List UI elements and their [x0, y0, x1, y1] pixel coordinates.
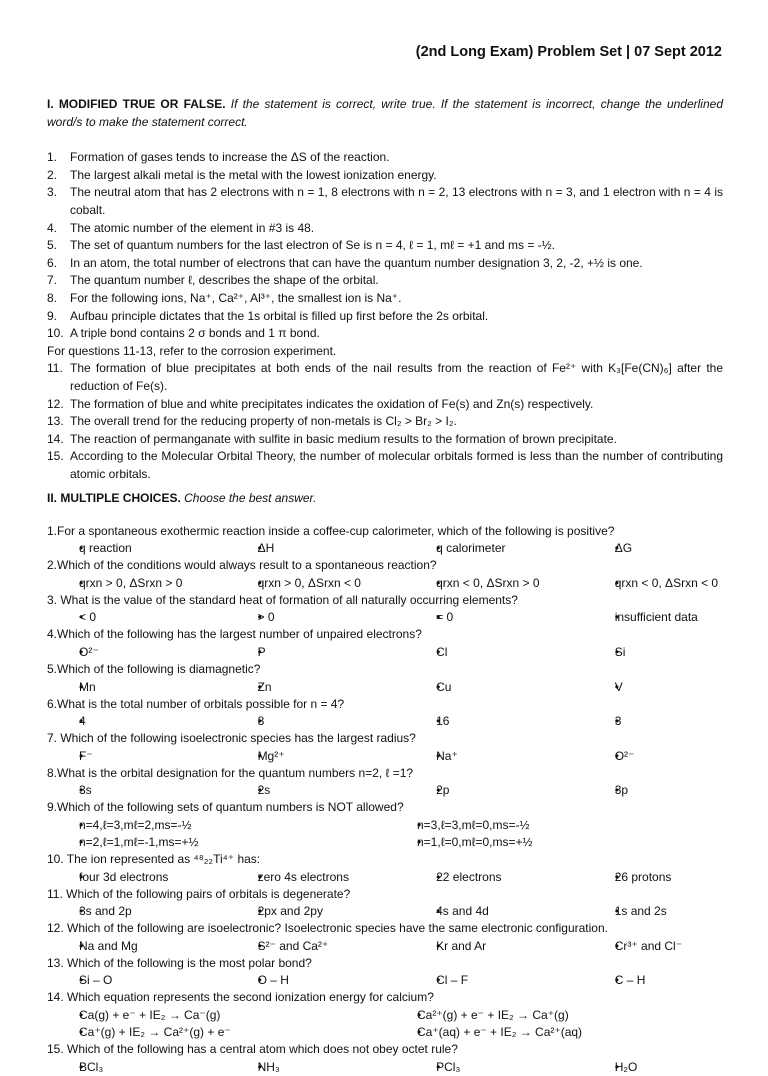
item-number: 13.: [47, 414, 64, 429]
options-row: [47, 869, 723, 886]
item-text: The set of quantum numbers for the last electron of Se is n = 4, ℓ = 1, mℓ = +1 and ms = -½.: [70, 238, 556, 253]
answer-option[interactable]: • Zn: [226, 679, 405, 696]
question-text: 7. Which of the following isoelectronic species has the largest radius?: [47, 731, 416, 746]
answer-option[interactable]: • ΔH: [226, 540, 405, 557]
options-row: [47, 938, 723, 955]
item-number: 5.: [47, 238, 58, 253]
section2-title: II. MULTIPLE CHOICES.: [47, 491, 181, 505]
question-text: 12. Which of the following are isoelectronic? Isoelectronic species have the same electronic configuration.: [47, 921, 608, 936]
list-item: [47, 237, 723, 255]
question-text: 8.What is the orbital designation for the quantum numbers n=2, ℓ =1?: [47, 765, 414, 780]
answer-option[interactable]: • Ca(g) + e⁻ + IE₂ → Ca⁻(g): [47, 1007, 385, 1024]
list-item: [47, 448, 723, 483]
item-number: 2.: [47, 167, 58, 182]
list-item: [47, 360, 723, 395]
answer-option[interactable]: • 3s and 2p: [47, 903, 226, 920]
answer-option[interactable]: • n=1,ℓ=0,mℓ=0,ms=+½: [385, 834, 723, 851]
item-number: 6.: [47, 255, 58, 270]
page-title: (2nd Long Exam) Problem Set | 07 Sept 2012: [415, 44, 722, 60]
answer-option[interactable]: • V: [583, 679, 723, 696]
question-text: 9.Which of the following sets of quantum numbers is NOT allowed?: [47, 800, 404, 815]
answer-option[interactable]: • H₂O: [583, 1059, 723, 1076]
list-item: [47, 343, 723, 361]
answer-option[interactable]: • qrxn < 0, ΔSrxn > 0: [404, 575, 583, 592]
item-number: 4.: [47, 220, 58, 235]
question-text: 4.Which of the following has the largest number of unpaired electrons?: [47, 627, 422, 642]
item-text: The neutral atom that has 2 electrons with n = 1, 8 electrons with n = 2, 13 electrons with n = 3, and 1 electron with n = 4 is cobalt.: [70, 185, 723, 217]
answer-option[interactable]: • 1s and 2s: [583, 903, 723, 920]
answer-option[interactable]: • 4: [47, 713, 226, 730]
list-item: [47, 325, 723, 343]
item-text: The formation of blue precipitates at both ends of the nail results from the reaction of Fe²⁺ with K₃[Fe(CN)₆] after the reduction of Fe(s).: [70, 361, 723, 393]
answer-option[interactable]: • qrxn > 0, ΔSrxn > 0: [47, 575, 226, 592]
item-text: The quantum number ℓ, describes the shape of the orbital.: [70, 273, 379, 288]
section-multiple-choice: [47, 490, 723, 1076]
answer-option[interactable]: • F⁻: [47, 748, 226, 765]
answer-option[interactable]: • Na⁺: [404, 748, 583, 765]
answer-option[interactable]: • O²⁻: [47, 644, 226, 661]
question-text: 3. What is the value of the standard heat of formation of all naturally occurring elements?: [47, 592, 518, 607]
list-item: [47, 396, 723, 414]
answer-option[interactable]: • Si: [583, 644, 723, 661]
answer-option[interactable]: • O – H: [226, 972, 405, 989]
list-item: [47, 255, 723, 273]
item-number: 9.: [47, 308, 58, 323]
answer-option[interactable]: • Kr and Ar: [404, 938, 583, 955]
list-item: [47, 413, 723, 431]
answer-option[interactable]: • Cu: [404, 679, 583, 696]
answer-option[interactable]: • four 3d electrons: [47, 869, 226, 886]
answer-option[interactable]: • Ca²⁺(g) + e⁻ + IE₂ → Ca⁺(g): [385, 1007, 723, 1024]
answer-option[interactable]: • Na and Mg: [47, 938, 226, 955]
item-text: For questions 11-13, refer to the corrosion experiment.: [47, 343, 337, 358]
item-text: According to the Molecular Orbital Theory, the number of molecular orbitals formed is less than the number of contributing atomic orbitals.: [70, 449, 723, 481]
answer-option[interactable]: • 26 protons: [583, 869, 723, 886]
answer-option[interactable]: • 22 electrons: [404, 869, 583, 886]
item-text: The atomic number of the element in #3 is 48.: [70, 220, 315, 235]
answer-option[interactable]: • S²⁻ and Ca²⁺: [226, 938, 405, 955]
answer-option[interactable]: • 4s and 4d: [404, 903, 583, 920]
answer-option[interactable]: • ΔG: [583, 540, 723, 557]
item-text: For the following ions, Na⁺, Ca²⁺, Al³⁺, the smallest ion is Na⁺.: [70, 290, 402, 305]
answer-option[interactable]: • Cl: [404, 644, 583, 661]
options-row: [47, 817, 723, 834]
answer-option[interactable]: • 16: [404, 713, 583, 730]
answer-option[interactable]: • Cl – F: [404, 972, 583, 989]
answer-option[interactable]: • Ca⁺(g) + IE₂ → Ca²⁺(g) + e⁻: [47, 1024, 385, 1041]
answer-option[interactable]: • Ca⁺(aq) + e⁻ + IE₂ → Ca²⁺(aq): [385, 1024, 723, 1041]
answer-option[interactable]: • 2s: [226, 782, 405, 799]
section1-heading: [47, 96, 723, 131]
options-row: [47, 782, 723, 799]
item-text: The formation of blue and white precipitates indicates the oxidation of Fe(s) and Zn(s) respectively.: [70, 396, 594, 411]
multiple-choice-list: [47, 523, 723, 1076]
item-number: 1.: [47, 150, 58, 165]
options-row: [47, 575, 723, 592]
list-item: [47, 272, 723, 290]
question-text: 5.Which of the following is diamagnetic?: [47, 661, 261, 676]
section1-title: I. MODIFIED TRUE OR FALSE.: [47, 97, 226, 111]
answer-option[interactable]: • BCl₃: [47, 1059, 226, 1076]
answer-option[interactable]: • O²⁻: [583, 748, 723, 765]
answer-option[interactable]: • > 0: [226, 609, 405, 626]
item-text: In an atom, the total number of electrons that can have the quantum number designation 3, 2, -2, +½ is one.: [70, 255, 643, 270]
options-row: [47, 748, 723, 765]
section-true-false: [47, 96, 723, 483]
options-row: [47, 679, 723, 696]
answer-option[interactable]: • P: [226, 644, 405, 661]
options-row: [47, 1024, 723, 1041]
item-number: 7.: [47, 273, 58, 288]
section2-instructions: Choose the best answer.: [184, 491, 317, 505]
item-number: 11.: [47, 361, 63, 376]
item-text: The reaction of permanganate with sulfite in basic medium results to the formation of brown precipitate.: [70, 431, 617, 446]
list-item: [47, 290, 723, 308]
options-row: [47, 540, 723, 557]
answer-option[interactable]: • Cr³⁺ and Cl⁻: [583, 938, 723, 955]
answer-option[interactable]: • < 0: [47, 609, 226, 626]
list-item: [47, 220, 723, 238]
question-text: 14. Which equation represents the second ionization energy for calcium?: [47, 990, 434, 1005]
answer-option[interactable]: • qrxn < 0, ΔSrxn < 0: [583, 575, 723, 592]
list-item: [47, 431, 723, 449]
options-row: [47, 972, 723, 989]
answer-option[interactable]: • Mg²⁺: [226, 748, 405, 765]
answer-option[interactable]: • qrxn > 0, ΔSrxn < 0: [226, 575, 405, 592]
answer-option[interactable]: • = 0: [404, 609, 583, 626]
answer-option[interactable]: • n=4,ℓ=3,mℓ=2,ms=-½: [47, 817, 385, 834]
item-text: Formation of gases tends to increase the ΔS of the reaction.: [70, 150, 390, 165]
item-number: 12.: [47, 396, 64, 411]
answer-option[interactable]: • n=2,ℓ=1,mℓ=-1,ms=+½: [47, 834, 385, 851]
answer-option[interactable]: • q calorimeter: [404, 540, 583, 557]
question-text: 13. Which of the following is the most polar bond?: [47, 955, 312, 970]
options-row: [47, 903, 723, 920]
answer-option[interactable]: • PCl₃: [404, 1059, 583, 1076]
answer-option[interactable]: • 2p: [404, 782, 583, 799]
options-row: [47, 609, 723, 626]
item-text: The overall trend for the reducing property of non-metals is Cl₂ > Br₂ > I₂.: [70, 414, 457, 429]
item-text: Aufbau principle dictates that the 1s orbital is filled up first before the 2s orbital.: [70, 308, 489, 323]
item-number: 8.: [47, 290, 58, 305]
answer-option[interactable]: • C – H: [583, 972, 723, 989]
true-false-list: [47, 149, 723, 483]
section2-heading: [47, 490, 723, 508]
options-row: [47, 644, 723, 661]
section1-instructions: If the statement is correct, write true. If the statement is incorrect, change the underlined word/s to make the statement correct.: [47, 97, 723, 129]
item-number: 14.: [47, 431, 64, 446]
options-row: [47, 713, 723, 730]
answer-option[interactable]: • 3: [583, 713, 723, 730]
answer-option[interactable]: • Mn: [47, 679, 226, 696]
list-item: [47, 149, 723, 167]
question-text: 1.For a spontaneous exothermic reaction inside a coffee-cup calorimeter, which of the following is positive?: [47, 523, 615, 538]
item-number: 3.: [47, 185, 58, 200]
answer-option[interactable]: • zero 4s electrons: [226, 869, 405, 886]
options-row: [47, 1059, 723, 1076]
answer-option[interactable]: • n=3,ℓ=3,mℓ=0,ms=-½: [385, 817, 723, 834]
options-row: [47, 1007, 723, 1024]
answer-option[interactable]: • Si – O: [47, 972, 226, 989]
question-text: 6.What is the total number of orbitals possible for n = 4?: [47, 696, 345, 711]
answer-option[interactable]: • 3s: [47, 782, 226, 799]
question-text: 10. The ion represented as ⁴⁸₂₂Ti⁴⁺ has:: [47, 851, 261, 866]
answer-option[interactable]: • q reaction: [47, 540, 226, 557]
item-number: 10.: [47, 326, 64, 341]
item-number: 15.: [47, 449, 64, 464]
answer-option[interactable]: • 2px and 2py: [226, 903, 405, 920]
answer-option[interactable]: • insufficient data: [583, 609, 723, 626]
answer-option[interactable]: • 3p: [583, 782, 723, 799]
item-text: A triple bond contains 2 σ bonds and 1 π bond.: [70, 326, 320, 341]
question-text: 2.Which of the conditions would always result to a spontaneous reaction?: [47, 558, 437, 573]
list-item: [47, 184, 723, 219]
question-text: 15. Which of the following has a central atom which does not obey octet rule?: [47, 1041, 458, 1056]
question-text: 11. Which of the following pairs of orbitals is degenerate?: [47, 886, 351, 901]
options-row: [47, 834, 723, 851]
answer-option[interactable]: • 8: [226, 713, 405, 730]
item-text: The largest alkali metal is the metal with the lowest ionization energy.: [70, 167, 437, 182]
list-item: [47, 308, 723, 326]
answer-option[interactable]: • NH₃: [226, 1059, 405, 1076]
list-item: [47, 167, 723, 185]
